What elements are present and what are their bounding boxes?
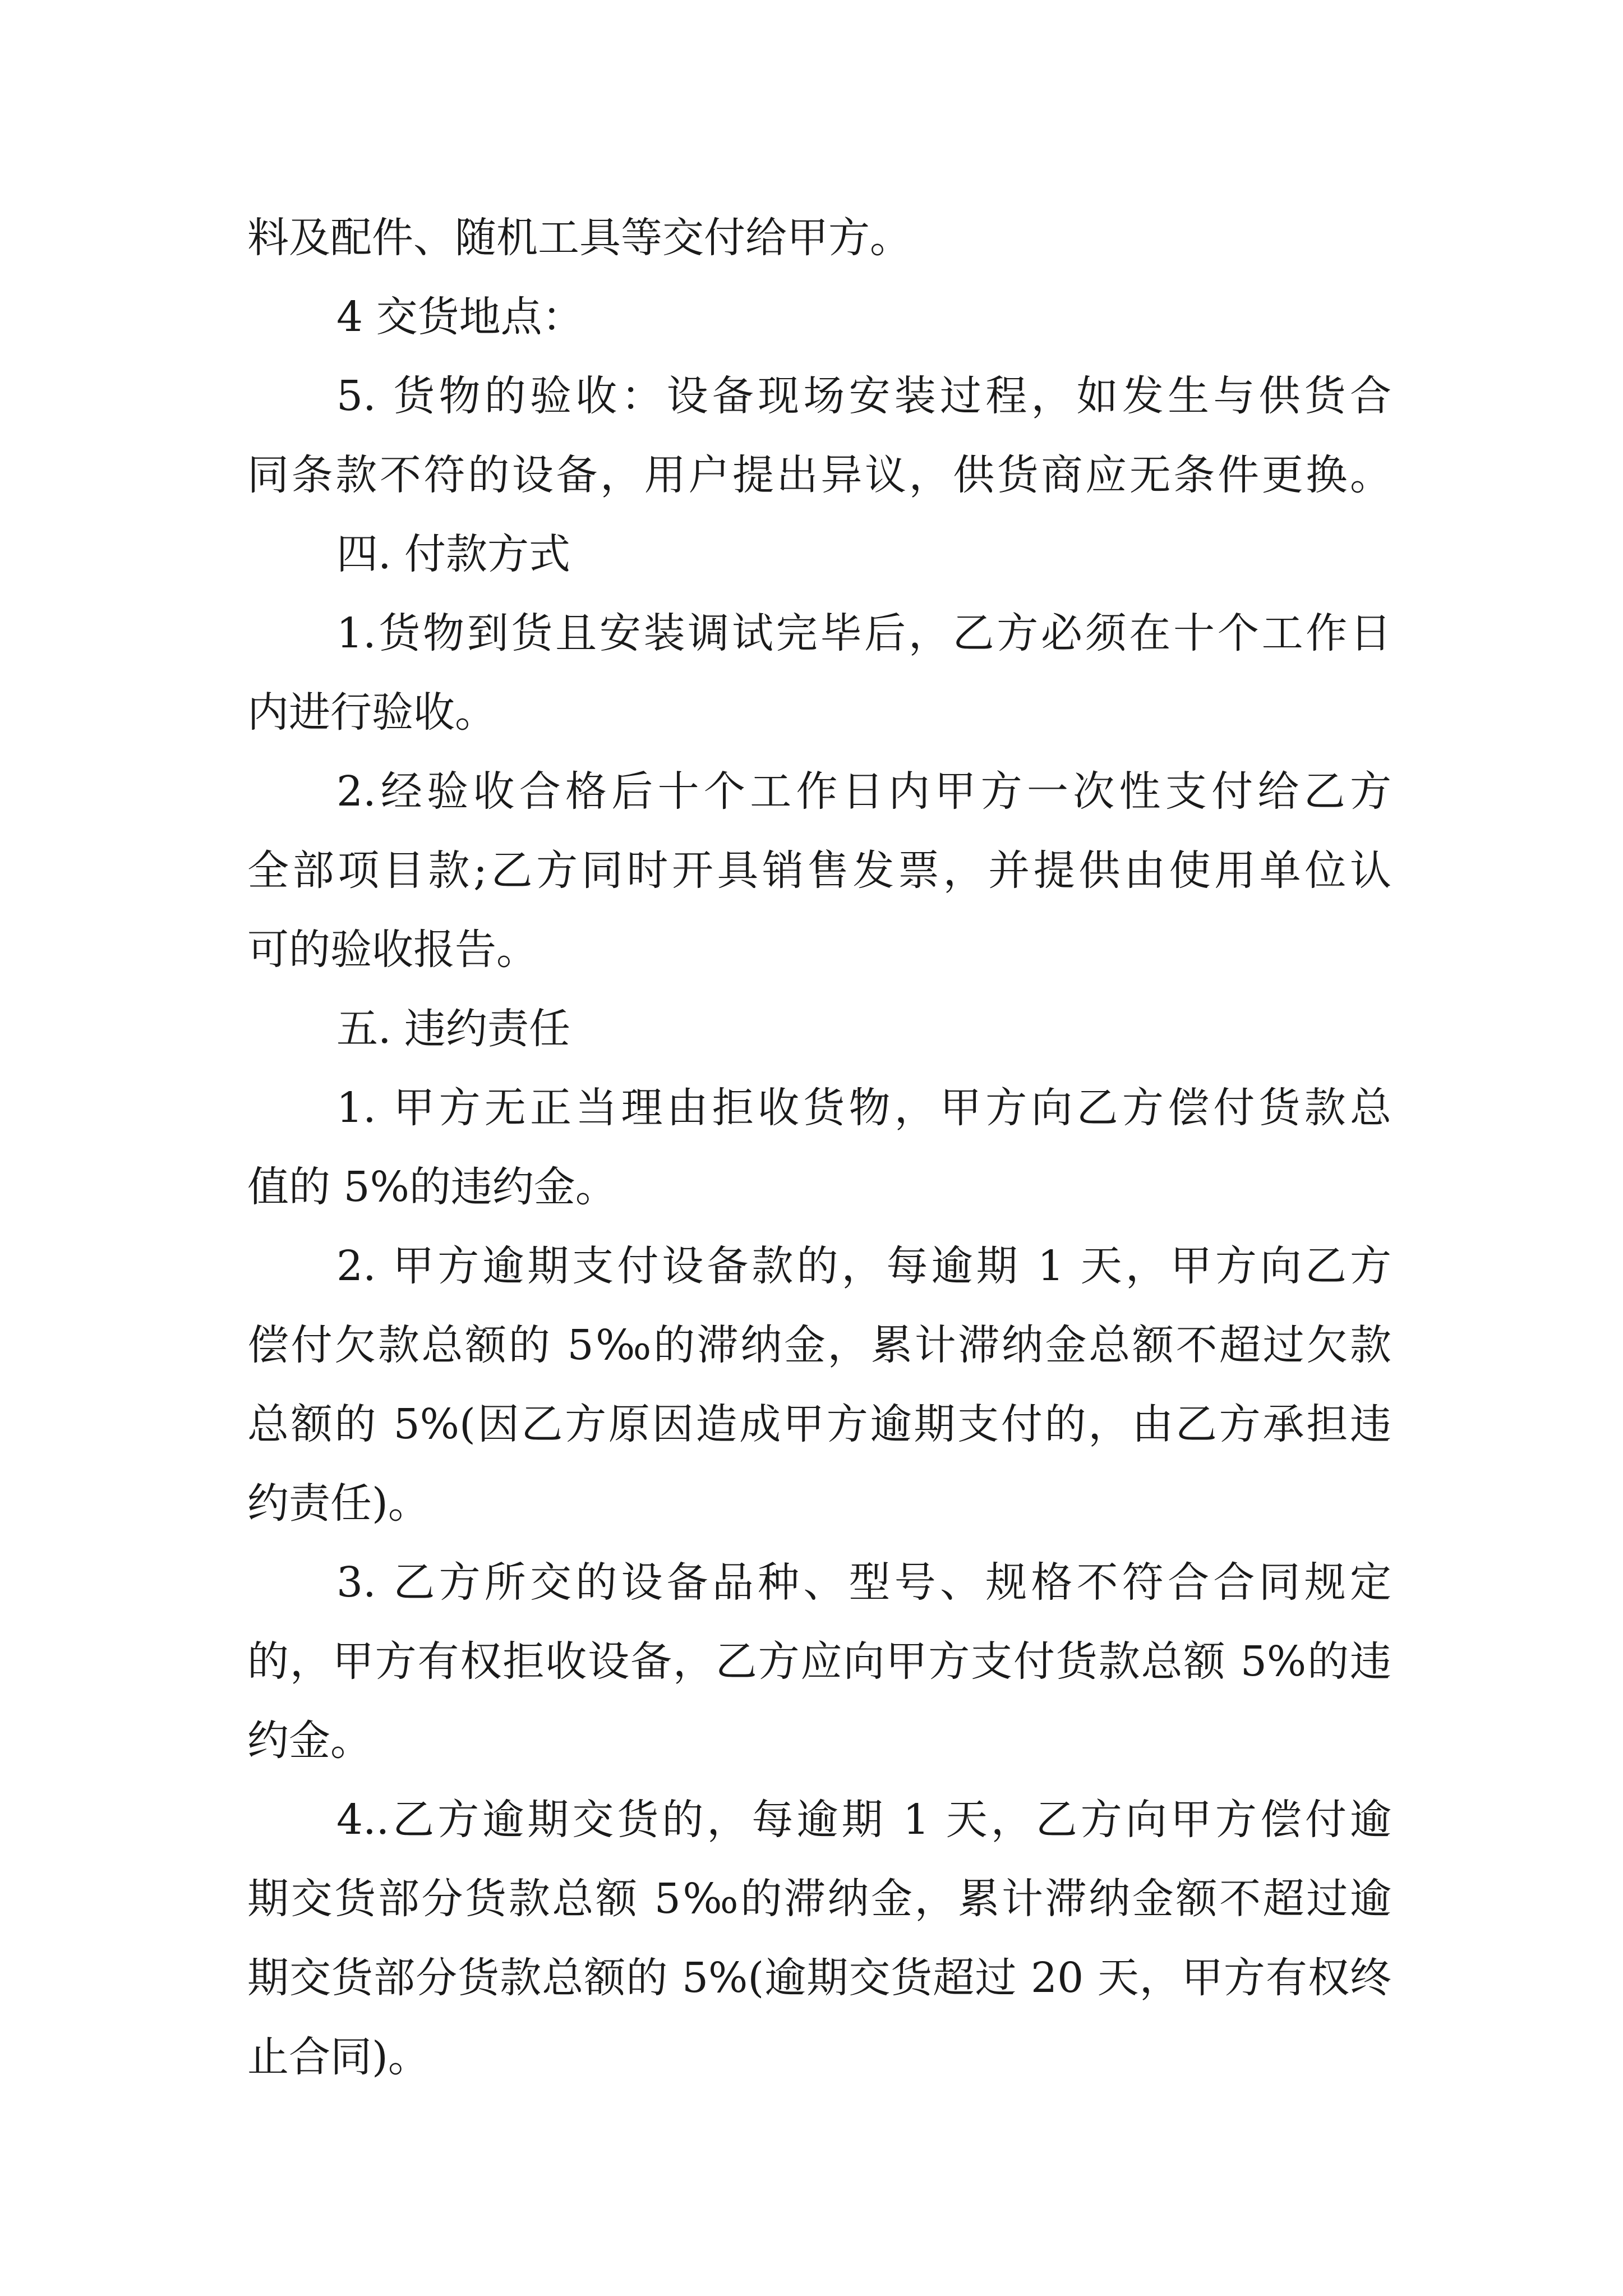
text-line: 2.经验收合格后十个工作日内甲方一次性支付给乙方 bbox=[336, 767, 1391, 816]
text-line: 5. 货物的验收：设备现场安装过程，如发生与供货合 bbox=[336, 372, 1391, 420]
text-line: 2. 甲方逾期支付设备款的，每逾期 1 天，甲方向乙方 bbox=[336, 1242, 1391, 1290]
section-heading: 四. 付款方式 bbox=[336, 530, 571, 578]
text-line: 约责任)。 bbox=[247, 1479, 430, 1527]
text-line: 总额的 5%(因乙方原因造成甲方逾期支付的，由乙方承担违 bbox=[247, 1400, 1391, 1448]
text-line: 料及配件、随机工具等交付给甲方。 bbox=[247, 214, 911, 262]
text-line: 值的 5%的违约金。 bbox=[247, 1163, 617, 1211]
text-line: 4 交货地点： bbox=[336, 293, 584, 341]
text-line: 约金。 bbox=[247, 1717, 372, 1765]
text-line: 内进行验收。 bbox=[247, 688, 496, 737]
text-line: 期交货部分货款总额 5‰的滞纳金，累计滞纳金额不超过逾 bbox=[247, 1875, 1391, 1923]
text-line: 同条款不符的设备，用户提出异议，供货商应无条件更换。 bbox=[247, 451, 1391, 499]
text-line: 1. 甲方无正当理由拒收货物，甲方向乙方偿付货款总 bbox=[336, 1084, 1391, 1132]
text-line: 可的验收报告。 bbox=[247, 926, 538, 974]
text-line: 1.货物到货且安装调试完毕后，乙方必须在十个工作日 bbox=[336, 609, 1391, 657]
text-line: 全部项目款;乙方同时开具销售发票，并提供由使用单位认 bbox=[247, 846, 1391, 895]
text-line: 的，甲方有权拒收设备，乙方应向甲方支付货款总额 5%的违 bbox=[247, 1637, 1391, 1686]
text-line: 3. 乙方所交的设备品种、型号、规格不符合合同规定 bbox=[336, 1558, 1391, 1607]
section-heading: 五. 违约责任 bbox=[336, 1005, 571, 1053]
text-line: 4..乙方逾期交货的，每逾期 1 天，乙方向甲方偿付逾 bbox=[336, 1796, 1391, 1844]
text-line: 止合同)。 bbox=[247, 2033, 430, 2081]
text-line: 期交货部分货款总额的 5%(逾期交货超过 20 天，甲方有权终 bbox=[247, 1954, 1391, 2002]
text-line: 偿付欠款总额的 5‰的滞纳金，累计滞纳金总额不超过欠款 bbox=[247, 1321, 1391, 1369]
